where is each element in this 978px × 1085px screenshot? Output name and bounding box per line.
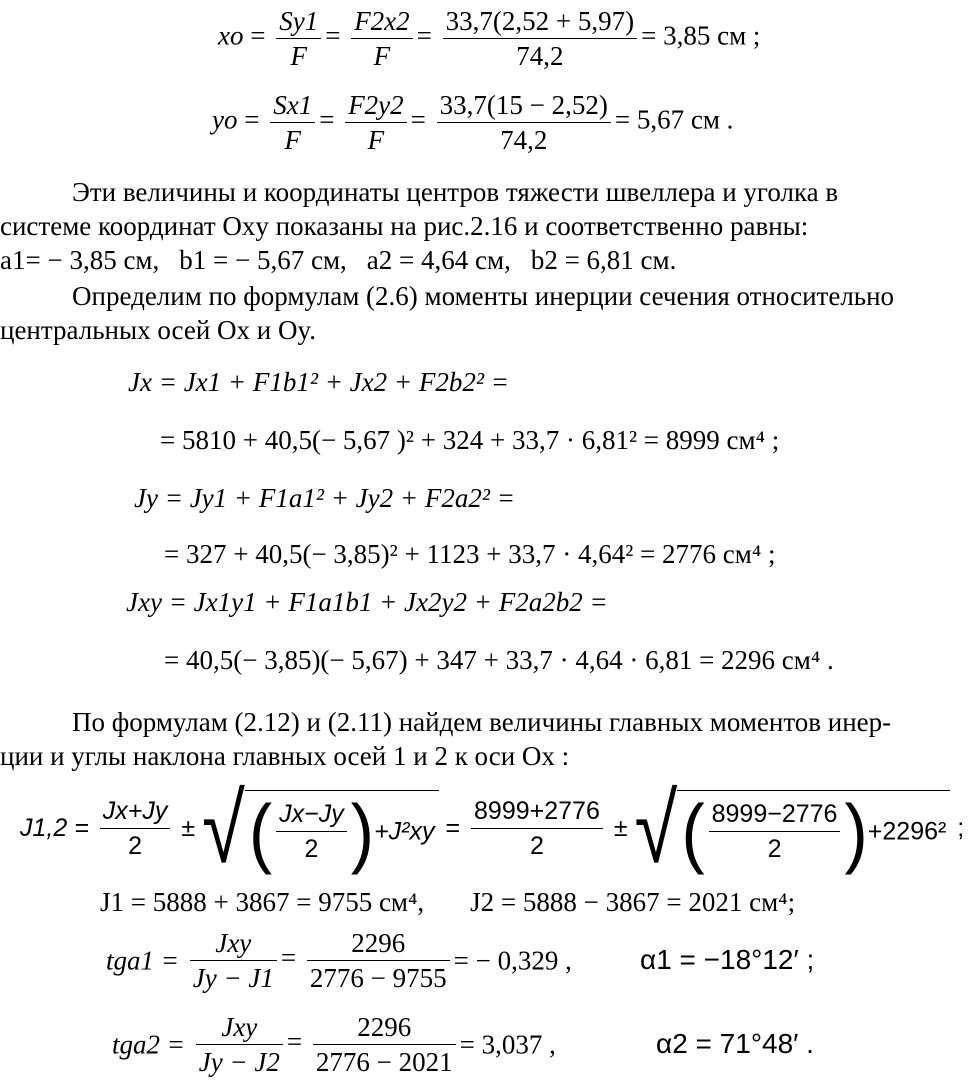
paragraph1-line2: системе координат Oxy показаны на рис.2.16 и соответственно равны: (0, 211, 809, 241)
yo-frac3: $\frac{33,7(15 - 2,52)}{74,2}$ (437, 88, 611, 157)
equation-tga2: tga2 = $\frac{\text{Jxy}}{Jy - J2}$ = $\frac{2296}{2776 - 2021}$ = 3,037 , (112, 1012, 556, 1077)
j1-value: J1 = 5888 + 3867 = 9755 см⁴, (100, 887, 425, 917)
j12-pm2: ± (613, 814, 628, 842)
j12-sqrt2: √( $\frac{8999-2776}{2}$ )+2296² (635, 790, 951, 866)
j12-plus-jxy: +J²xy (374, 817, 435, 846)
paragraph1-line3 (0, 244, 676, 276)
b1-value: b1 = − 5,67 см, (179, 245, 347, 275)
xo-frac3: $\frac{33,7(2,52 + 5,97)}{74,2}$ (443, 4, 637, 73)
j12-lhs: J1,2 = (20, 814, 89, 842)
equation-j1-j2 (100, 886, 795, 918)
yo-lhs: yo (212, 104, 238, 135)
j12-end: ; (957, 814, 965, 842)
tga1-lhs: tga1 = (106, 945, 179, 976)
paragraph2-line1: Определим по формулам (2.6) моменты инерции сечения относительно (72, 281, 895, 311)
tga2-frac1: $\frac{\text{Jxy}}{Jy - J2}$ (196, 1010, 283, 1079)
j12-pm: ± (181, 814, 196, 842)
yo-frac1: $\frac{Sx1}{F}$ (270, 88, 315, 157)
j12-eq: = (445, 814, 461, 842)
j2-value: J2 = 5888 − 3867 = 2021 см⁴; (470, 887, 796, 917)
j12-frac1: $\frac{Jx+Jy}{2}$ (100, 794, 171, 863)
equation-xo: xo = $\frac{Sy1}{F}$ = $\frac{F2x2}{F}$ = $\frac{33,7(2,52 + 5,97)}{74,2}$ = 3,85 см ; (218, 6, 761, 71)
xo-frac2: $\frac{F2x2}{F}$ (351, 4, 412, 73)
equation-jy-line2: = 327 + 40,5(− 3,85)² + 1123 + 33,7 · 4,64² = 2776 см⁴ ; (164, 539, 776, 569)
j12-sqrt1: √( $\frac{Jx-Jy}{2}$ )+J²xy (202, 790, 438, 866)
a2-value: a2 = 4,64 см, (366, 245, 511, 275)
xo-lhs: xo (218, 20, 244, 51)
a1-value: a1= − 3,85 см, (0, 245, 160, 275)
tga2-frac2: $\frac{2296}{2776 - 2021}$ (313, 1010, 456, 1079)
paragraph3-line2: ции и углы наклона главных осей 1 и 2 к оси Ox : (0, 741, 570, 771)
paragraph1-line1: Эти величины и координаты центров тяжести швеллера и уголка в (72, 177, 839, 207)
equation-jx-line2: = 5810 + 40,5(− 5,67 )² + 324 + 33,7 · 6,81² = 8999 см⁴ ; (160, 425, 780, 455)
alpha1-value: α1 = −18°12′ ; (640, 944, 815, 975)
equation-yo: yo = $\frac{Sx1}{F}$ = $\frac{F2y2}{F}$ = $\frac{33,7(15 - 2,52)}{74,2}$ = 5,67 см . (212, 90, 734, 155)
tga2-lhs: tga2 = (112, 1029, 185, 1060)
equation-jxy-line2: = 40,5(− 3,85)(− 5,67) + 347 + 33,7 · 4,64 · 6,81 = 2296 см⁴ . (164, 645, 834, 675)
tga1-frac2: $\frac{2296}{2776 - 9755}$ (307, 926, 450, 995)
equation-tga1: tga1 = $\frac{\text{Jxy}}{Jy - J1}$ = $\frac{2296}{2776 - 9755}$ = − 0,329 , (106, 928, 572, 993)
paragraph3-line1: По формулам (2.12) и (2.11) найдем величины главных моментов инер- (72, 707, 892, 737)
tga1-result: = − 0,329 , (453, 945, 572, 976)
equation-j12 (20, 773, 965, 883)
j12-frac2: $\frac{Jx-Jy}{2}$ (276, 797, 347, 866)
xo-result: = 3,85 см ; (641, 20, 761, 51)
tga2-result: = 3,037 , (459, 1029, 556, 1060)
j12-frac3: $\frac{8999+2776}{2}$ (471, 794, 603, 863)
j12-frac4: $\frac{8999-2776}{2}$ (709, 797, 841, 866)
equation-jx-line1: Jx = Jx1 + F1b1² + Jx2 + F2b2² = (128, 367, 509, 397)
equation-jy-line1: Jy = Jy1 + F1a1² + Jy2 + F2a2² = (134, 483, 515, 513)
xo-frac1: $\frac{Sy1}{F}$ (276, 4, 321, 73)
alpha2-value: α2 = 71°48′ . (656, 1028, 814, 1059)
j12-plus-2296: +2296² (867, 817, 947, 846)
tga1-frac1: $\frac{\text{Jxy}}{Jy - J1}$ (190, 926, 277, 995)
equation-jxy-line1: Jxy = Jx1y1 + F1a1b1 + Jx2y2 + F2a2b2 = (126, 587, 608, 617)
b2-value: b2 = 6,81 см. (530, 245, 677, 275)
paragraph2-line2: центральных осей Ox и Oy. (0, 315, 316, 345)
yo-frac2: $\frac{F2y2}{F}$ (345, 88, 406, 157)
yo-result: = 5,67 см . (614, 104, 734, 135)
